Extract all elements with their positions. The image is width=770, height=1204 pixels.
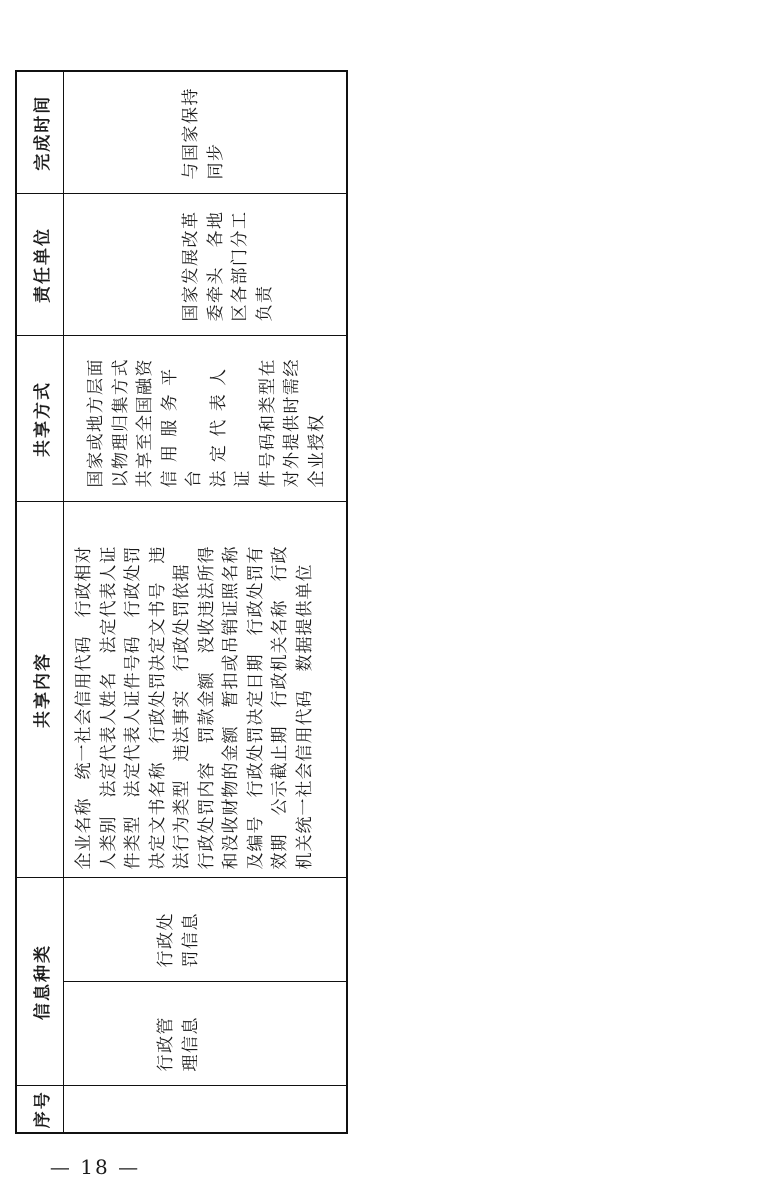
method-line: 对外提供时需经	[282, 358, 302, 488]
cell-method	[64, 336, 348, 502]
header-row	[16, 71, 64, 1133]
method-line: 信 用 服 务 平 台	[159, 367, 204, 488]
unit-line: 负责	[254, 284, 275, 322]
info-sharing-table	[15, 70, 348, 1134]
unit-line: 区各部门分工	[230, 210, 250, 322]
cell-index	[64, 1086, 348, 1133]
table-row	[64, 71, 348, 1133]
content-line: 行政处罚内容 罚款金额 没收违法所得	[196, 545, 217, 870]
content-line: 人类别 法定代表人姓名 法定代表人证	[98, 545, 119, 870]
method-line: 国家或地方层面	[86, 358, 106, 488]
cell-unit	[64, 194, 348, 336]
method-line: 企业授权	[306, 413, 327, 488]
method-line: 以物理归集方式	[110, 358, 131, 488]
header-index: 序号	[16, 1086, 64, 1133]
category-level1-text: 行政管理信息	[156, 1016, 201, 1072]
method-line: 共享至全国融资	[135, 358, 155, 488]
header-content: 共享内容	[16, 502, 64, 878]
header-method: 共享方式	[16, 336, 64, 502]
table-rotation	[15, 72, 348, 1134]
content-line: 效期 公示截止期 行政机关名称 行政	[270, 545, 290, 870]
category-level2-text: 行政处罚信息	[156, 912, 201, 968]
content-line: 法行为类型 违法事实 行政处罚依据	[172, 563, 192, 870]
content-line: 企业名称 统一社会信用代码 行政相对	[74, 545, 94, 870]
content-line: 件类型 法定代表人证件号码 行政处罚	[123, 545, 143, 870]
method-line: 件号码和类型在	[257, 358, 278, 488]
time-line: 与国家保持	[181, 87, 201, 180]
unit-line: 国家发展改革	[181, 210, 201, 322]
unit-line: 委牵头 各地	[205, 210, 226, 322]
content-line: 和没收财物的金额 暂扣或吊销证照名称	[221, 545, 241, 870]
method-line: 法 定 代 表 人 证	[208, 367, 253, 488]
header-unit: 责任单位	[16, 194, 64, 336]
cell-category-level2	[64, 878, 348, 982]
cell-category-level1	[64, 982, 348, 1086]
header-category: 信息种类	[16, 878, 64, 1086]
header-time: 完成时间	[16, 71, 64, 194]
cell-content	[64, 502, 348, 878]
content-line: 决定文书名称 行政处罚决定文书号 违	[147, 545, 168, 870]
time-line: 同步	[205, 142, 226, 180]
page-number: — 18 —	[49, 1155, 141, 1179]
cell-time	[64, 71, 348, 194]
content-line: 及编号 行政处罚决定日期 行政处罚有	[245, 545, 266, 870]
rotated-table-frame	[15, 72, 348, 1134]
content-line: 机关统一社会信用代码 数据提供单位	[294, 563, 315, 870]
